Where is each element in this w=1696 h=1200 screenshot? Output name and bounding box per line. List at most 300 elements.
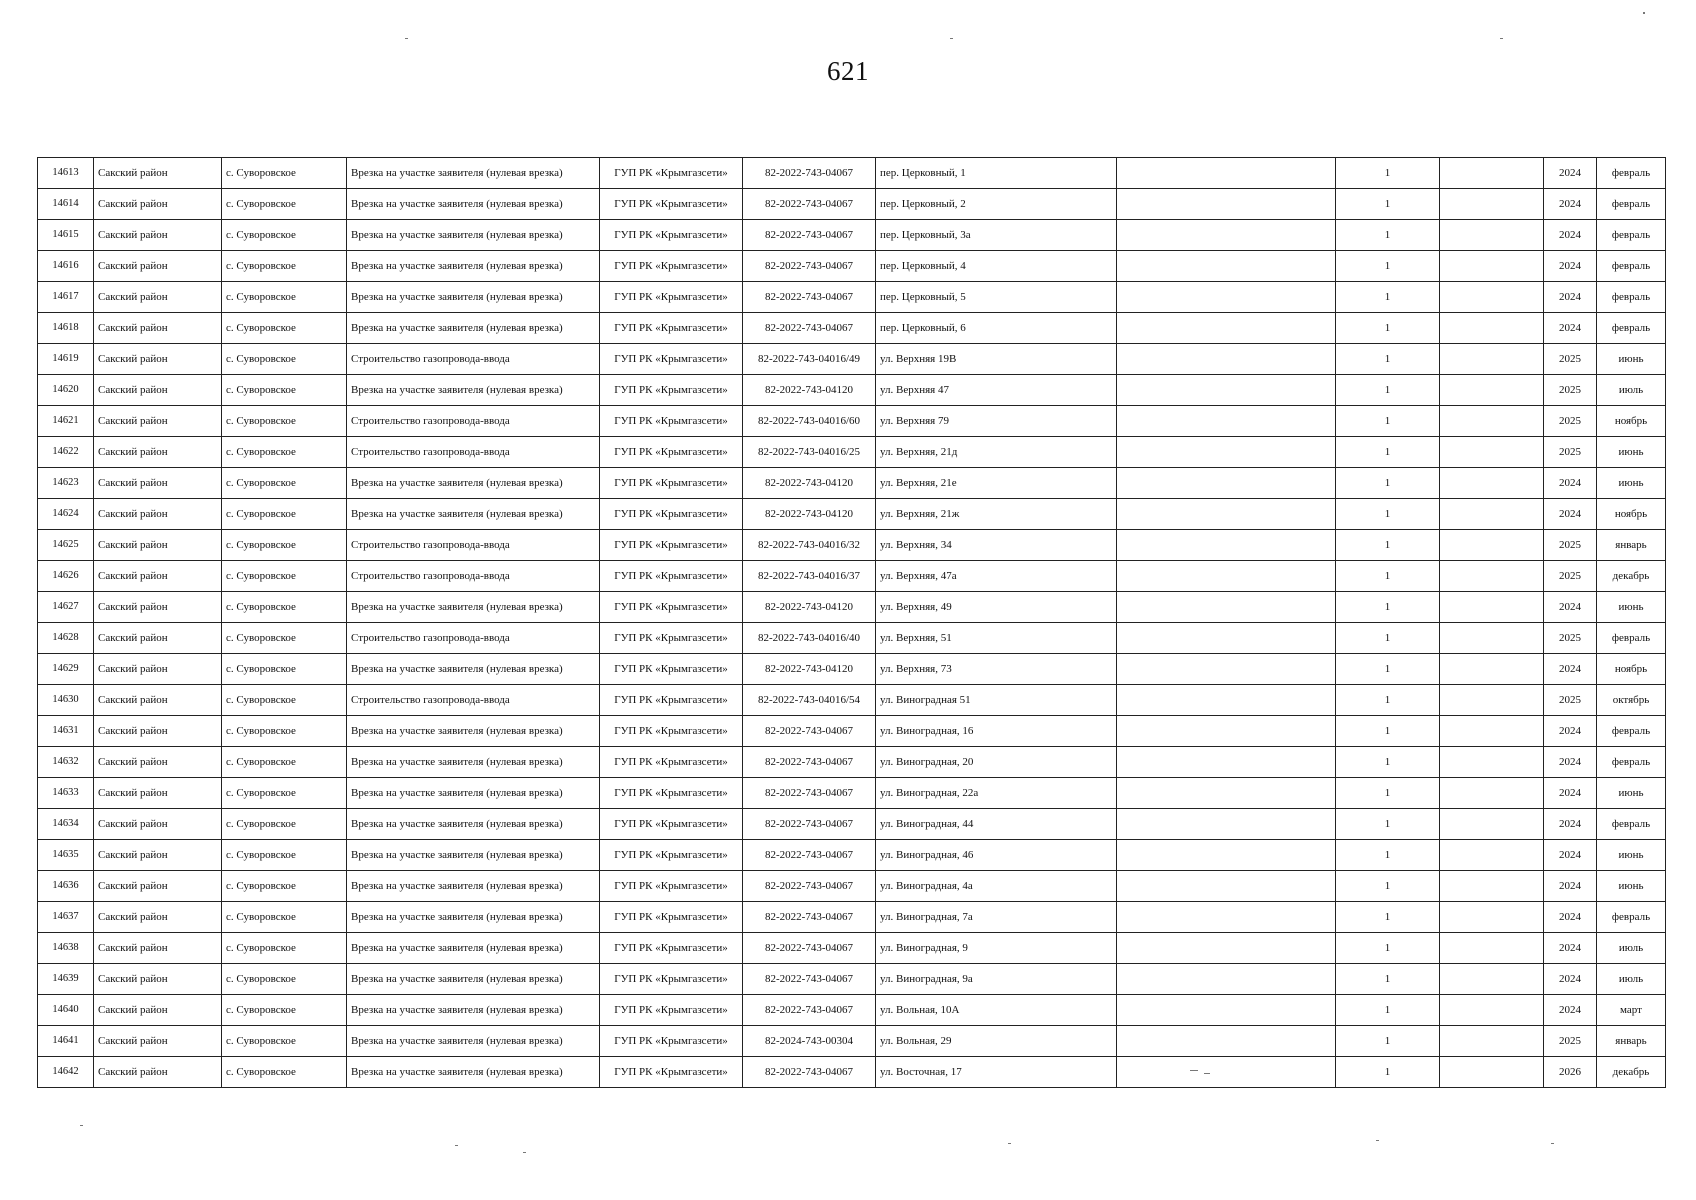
table-row xyxy=(38,592,1666,623)
row-number: 14629 xyxy=(38,654,94,685)
year-cell: 2024 xyxy=(1544,871,1597,902)
month-cell: февраль xyxy=(1597,623,1666,654)
year-cell: 2024 xyxy=(1544,654,1597,685)
organization-cell: ГУП РК «Крымгазсети» xyxy=(600,189,743,220)
row-number: 14639 xyxy=(38,964,94,995)
count-cell: 1 xyxy=(1336,592,1440,623)
village-cell: с. Суворовское xyxy=(222,995,347,1026)
district-cell: Сакский район xyxy=(94,189,222,220)
organization-cell: ГУП РК «Крымгазсети» xyxy=(600,1026,743,1057)
row-number: 14618 xyxy=(38,313,94,344)
organization-cell: ГУП РК «Крымгазсети» xyxy=(600,995,743,1026)
work-type-cell: Врезка на участке заявителя (нулевая врезка) xyxy=(347,592,600,623)
village-cell: с. Суворовское xyxy=(222,809,347,840)
empty-cell xyxy=(1117,313,1336,344)
village-cell: с. Суворовское xyxy=(222,375,347,406)
address-cell: ул. Виноградная 51 xyxy=(876,685,1117,716)
row-number: 14635 xyxy=(38,840,94,871)
table-row xyxy=(38,995,1666,1026)
work-type-cell: Врезка на участке заявителя (нулевая врезка) xyxy=(347,871,600,902)
year-cell: 2024 xyxy=(1544,220,1597,251)
organization-cell: ГУП РК «Крымгазсети» xyxy=(600,1057,743,1088)
empty-cell xyxy=(1440,375,1544,406)
permit-number-cell: 82-2022-743-04067 xyxy=(743,251,876,282)
table-row xyxy=(38,654,1666,685)
village-cell: с. Суворовское xyxy=(222,561,347,592)
district-cell: Сакский район xyxy=(94,809,222,840)
table-row xyxy=(38,344,1666,375)
permit-number-cell: 82-2024-743-00304 xyxy=(743,1026,876,1057)
year-cell: 2024 xyxy=(1544,592,1597,623)
count-cell: 1 xyxy=(1336,406,1440,437)
count-cell: 1 xyxy=(1336,1057,1440,1088)
village-cell: с. Суворовское xyxy=(222,685,347,716)
permit-number-cell: 82-2022-743-04067 xyxy=(743,871,876,902)
year-cell: 2024 xyxy=(1544,716,1597,747)
address-cell: пер. Церковный, 3а xyxy=(876,220,1117,251)
empty-cell xyxy=(1117,220,1336,251)
district-cell: Сакский район xyxy=(94,933,222,964)
empty-cell xyxy=(1117,654,1336,685)
count-cell: 1 xyxy=(1336,282,1440,313)
work-type-cell: Врезка на участке заявителя (нулевая врезка) xyxy=(347,809,600,840)
empty-cell xyxy=(1117,840,1336,871)
work-type-cell: Врезка на участке заявителя (нулевая врезка) xyxy=(347,220,600,251)
count-cell: 1 xyxy=(1336,468,1440,499)
empty-cell xyxy=(1117,623,1336,654)
month-cell: октябрь xyxy=(1597,685,1666,716)
month-cell: июль xyxy=(1597,964,1666,995)
year-cell: 2024 xyxy=(1544,468,1597,499)
village-cell: с. Суворовское xyxy=(222,406,347,437)
count-cell: 1 xyxy=(1336,840,1440,871)
empty-cell xyxy=(1117,685,1336,716)
count-cell: 1 xyxy=(1336,716,1440,747)
work-type-cell: Врезка на участке заявителя (нулевая врезка) xyxy=(347,964,600,995)
permit-number-cell: 82-2022-743-04067 xyxy=(743,809,876,840)
address-cell: ул. Виноградная, 9а xyxy=(876,964,1117,995)
row-number: 14620 xyxy=(38,375,94,406)
month-cell: февраль xyxy=(1597,220,1666,251)
empty-cell xyxy=(1440,623,1544,654)
address-cell: пер. Церковный, 4 xyxy=(876,251,1117,282)
row-number: 14632 xyxy=(38,747,94,778)
district-cell: Сакский район xyxy=(94,623,222,654)
empty-cell xyxy=(1440,902,1544,933)
month-cell: ноябрь xyxy=(1597,406,1666,437)
month-cell: июнь xyxy=(1597,871,1666,902)
address-cell: ул. Верхняя, 21ж xyxy=(876,499,1117,530)
count-cell: 1 xyxy=(1336,499,1440,530)
table-row xyxy=(38,871,1666,902)
district-cell: Сакский район xyxy=(94,747,222,778)
month-cell: февраль xyxy=(1597,747,1666,778)
organization-cell: ГУП РК «Крымгазсети» xyxy=(600,685,743,716)
table-row xyxy=(38,1026,1666,1057)
empty-cell xyxy=(1440,468,1544,499)
organization-cell: ГУП РК «Крымгазсети» xyxy=(600,375,743,406)
year-cell: 2025 xyxy=(1544,685,1597,716)
table-row xyxy=(38,499,1666,530)
work-type-cell: Строительство газопровода-ввода xyxy=(347,406,600,437)
address-cell: ул. Виноградная, 44 xyxy=(876,809,1117,840)
work-type-cell: Врезка на участке заявителя (нулевая врезка) xyxy=(347,840,600,871)
empty-cell xyxy=(1440,499,1544,530)
permit-number-cell: 82-2022-743-04120 xyxy=(743,592,876,623)
address-cell: пер. Церковный, 1 xyxy=(876,158,1117,189)
year-cell: 2024 xyxy=(1544,499,1597,530)
table-row xyxy=(38,468,1666,499)
row-number: 14616 xyxy=(38,251,94,282)
village-cell: с. Суворовское xyxy=(222,840,347,871)
organization-cell: ГУП РК «Крымгазсети» xyxy=(600,747,743,778)
permit-number-cell: 82-2022-743-04067 xyxy=(743,158,876,189)
work-type-cell: Строительство газопровода-ввода xyxy=(347,623,600,654)
village-cell: с. Суворовское xyxy=(222,871,347,902)
month-cell: июнь xyxy=(1597,592,1666,623)
empty-cell xyxy=(1440,747,1544,778)
empty-cell xyxy=(1440,964,1544,995)
district-cell: Сакский район xyxy=(94,158,222,189)
empty-cell xyxy=(1440,251,1544,282)
work-type-cell: Врезка на участке заявителя (нулевая врезка) xyxy=(347,158,600,189)
table-row xyxy=(38,375,1666,406)
organization-cell: ГУП РК «Крымгазсети» xyxy=(600,158,743,189)
empty-cell xyxy=(1440,561,1544,592)
year-cell: 2024 xyxy=(1544,778,1597,809)
village-cell: с. Суворовское xyxy=(222,251,347,282)
organization-cell: ГУП РК «Крымгазсети» xyxy=(600,933,743,964)
month-cell: декабрь xyxy=(1597,561,1666,592)
table-row xyxy=(38,406,1666,437)
address-cell: ул. Верхняя, 51 xyxy=(876,623,1117,654)
district-cell: Сакский район xyxy=(94,251,222,282)
village-cell: с. Суворовское xyxy=(222,1057,347,1088)
work-type-cell: Врезка на участке заявителя (нулевая врезка) xyxy=(347,499,600,530)
district-cell: Сакский район xyxy=(94,716,222,747)
organization-cell: ГУП РК «Крымгазсети» xyxy=(600,561,743,592)
work-type-cell: Врезка на участке заявителя (нулевая врезка) xyxy=(347,313,600,344)
address-cell: ул. Верхняя, 34 xyxy=(876,530,1117,561)
count-cell: 1 xyxy=(1336,189,1440,220)
row-number: 14625 xyxy=(38,530,94,561)
table-row xyxy=(38,530,1666,561)
table-row xyxy=(38,1057,1666,1088)
address-cell: ул. Верхняя, 47а xyxy=(876,561,1117,592)
district-cell: Сакский район xyxy=(94,530,222,561)
month-cell: июнь xyxy=(1597,778,1666,809)
table-row xyxy=(38,623,1666,654)
organization-cell: ГУП РК «Крымгазсети» xyxy=(600,282,743,313)
village-cell: с. Суворовское xyxy=(222,654,347,685)
empty-cell xyxy=(1117,282,1336,313)
year-cell: 2025 xyxy=(1544,623,1597,654)
empty-cell xyxy=(1117,406,1336,437)
year-cell: 2025 xyxy=(1544,437,1597,468)
row-number: 14627 xyxy=(38,592,94,623)
district-cell: Сакский район xyxy=(94,499,222,530)
address-cell: ул. Верхняя 47 xyxy=(876,375,1117,406)
empty-cell xyxy=(1117,561,1336,592)
address-cell: ул. Вольная, 10А xyxy=(876,995,1117,1026)
count-cell: 1 xyxy=(1336,251,1440,282)
month-cell: январь xyxy=(1597,1026,1666,1057)
organization-cell: ГУП РК «Крымгазсети» xyxy=(600,406,743,437)
address-cell: ул. Виноградная, 7а xyxy=(876,902,1117,933)
table-row xyxy=(38,747,1666,778)
row-number: 14622 xyxy=(38,437,94,468)
empty-cell xyxy=(1117,189,1336,220)
year-cell: 2024 xyxy=(1544,747,1597,778)
year-cell: 2024 xyxy=(1544,995,1597,1026)
year-cell: 2024 xyxy=(1544,964,1597,995)
district-cell: Сакский район xyxy=(94,840,222,871)
row-number: 14640 xyxy=(38,995,94,1026)
district-cell: Сакский район xyxy=(94,468,222,499)
village-cell: с. Суворовское xyxy=(222,964,347,995)
registry-table xyxy=(37,157,1666,1088)
row-number: 14636 xyxy=(38,871,94,902)
year-cell: 2024 xyxy=(1544,158,1597,189)
village-cell: с. Суворовское xyxy=(222,902,347,933)
village-cell: с. Суворовское xyxy=(222,220,347,251)
count-cell: 1 xyxy=(1336,1026,1440,1057)
table-row xyxy=(38,313,1666,344)
village-cell: с. Суворовское xyxy=(222,282,347,313)
organization-cell: ГУП РК «Крымгазсети» xyxy=(600,530,743,561)
permit-number-cell: 82-2022-743-04120 xyxy=(743,375,876,406)
empty-cell xyxy=(1440,406,1544,437)
district-cell: Сакский район xyxy=(94,778,222,809)
address-cell: ул. Виноградная, 20 xyxy=(876,747,1117,778)
empty-cell xyxy=(1440,313,1544,344)
village-cell: с. Суворовское xyxy=(222,344,347,375)
organization-cell: ГУП РК «Крымгазсети» xyxy=(600,437,743,468)
empty-cell xyxy=(1440,778,1544,809)
table-row xyxy=(38,840,1666,871)
empty-cell xyxy=(1440,995,1544,1026)
year-cell: 2025 xyxy=(1544,561,1597,592)
count-cell: 1 xyxy=(1336,964,1440,995)
organization-cell: ГУП РК «Крымгазсети» xyxy=(600,220,743,251)
empty-cell xyxy=(1117,716,1336,747)
empty-cell xyxy=(1440,344,1544,375)
empty-cell xyxy=(1117,747,1336,778)
table-body xyxy=(38,158,1666,1088)
district-cell: Сакский район xyxy=(94,654,222,685)
row-number: 14631 xyxy=(38,716,94,747)
month-cell: июнь xyxy=(1597,344,1666,375)
work-type-cell: Строительство газопровода-ввода xyxy=(347,530,600,561)
count-cell: 1 xyxy=(1336,344,1440,375)
table-row xyxy=(38,220,1666,251)
empty-cell xyxy=(1440,933,1544,964)
district-cell: Сакский район xyxy=(94,871,222,902)
month-cell: январь xyxy=(1597,530,1666,561)
table-row xyxy=(38,716,1666,747)
year-cell: 2025 xyxy=(1544,375,1597,406)
organization-cell: ГУП РК «Крымгазсети» xyxy=(600,840,743,871)
permit-number-cell: 82-2022-743-04016/54 xyxy=(743,685,876,716)
organization-cell: ГУП РК «Крымгазсети» xyxy=(600,902,743,933)
work-type-cell: Врезка на участке заявителя (нулевая врезка) xyxy=(347,468,600,499)
empty-cell xyxy=(1117,375,1336,406)
count-cell: 1 xyxy=(1336,747,1440,778)
empty-cell xyxy=(1440,809,1544,840)
row-number: 14638 xyxy=(38,933,94,964)
month-cell: февраль xyxy=(1597,313,1666,344)
count-cell: 1 xyxy=(1336,995,1440,1026)
permit-number-cell: 82-2022-743-04067 xyxy=(743,189,876,220)
permit-number-cell: 82-2022-743-04067 xyxy=(743,1057,876,1088)
empty-cell xyxy=(1117,902,1336,933)
permit-number-cell: 82-2022-743-04067 xyxy=(743,933,876,964)
row-number: 14633 xyxy=(38,778,94,809)
district-cell: Сакский район xyxy=(94,344,222,375)
count-cell: 1 xyxy=(1336,220,1440,251)
district-cell: Сакский район xyxy=(94,902,222,933)
empty-cell xyxy=(1117,530,1336,561)
district-cell: Сакский район xyxy=(94,685,222,716)
address-cell: пер. Церковный, 5 xyxy=(876,282,1117,313)
year-cell: 2024 xyxy=(1544,313,1597,344)
empty-cell xyxy=(1117,1026,1336,1057)
empty-cell xyxy=(1440,1026,1544,1057)
district-cell: Сакский район xyxy=(94,437,222,468)
count-cell: 1 xyxy=(1336,437,1440,468)
work-type-cell: Врезка на участке заявителя (нулевая врезка) xyxy=(347,902,600,933)
count-cell: 1 xyxy=(1336,623,1440,654)
count-cell: 1 xyxy=(1336,809,1440,840)
village-cell: с. Суворовское xyxy=(222,933,347,964)
work-type-cell: Строительство газопровода-ввода xyxy=(347,344,600,375)
count-cell: 1 xyxy=(1336,902,1440,933)
district-cell: Сакский район xyxy=(94,561,222,592)
empty-cell xyxy=(1440,158,1544,189)
count-cell: 1 xyxy=(1336,561,1440,592)
address-cell: ул. Виноградная, 9 xyxy=(876,933,1117,964)
count-cell: 1 xyxy=(1336,685,1440,716)
permit-number-cell: 82-2022-743-04067 xyxy=(743,282,876,313)
month-cell: февраль xyxy=(1597,809,1666,840)
year-cell: 2024 xyxy=(1544,189,1597,220)
table-row xyxy=(38,809,1666,840)
address-cell: ул. Верхняя 79 xyxy=(876,406,1117,437)
row-number: 14642 xyxy=(38,1057,94,1088)
month-cell: февраль xyxy=(1597,902,1666,933)
work-type-cell: Врезка на участке заявителя (нулевая врезка) xyxy=(347,654,600,685)
year-cell: 2025 xyxy=(1544,344,1597,375)
village-cell: с. Суворовское xyxy=(222,437,347,468)
permit-number-cell: 82-2022-743-04067 xyxy=(743,778,876,809)
count-cell: 1 xyxy=(1336,530,1440,561)
table-row xyxy=(38,158,1666,189)
empty-cell xyxy=(1440,654,1544,685)
organization-cell: ГУП РК «Крымгазсети» xyxy=(600,499,743,530)
empty-cell xyxy=(1117,437,1336,468)
count-cell: 1 xyxy=(1336,654,1440,685)
year-cell: 2024 xyxy=(1544,840,1597,871)
table-row xyxy=(38,251,1666,282)
year-cell: 2024 xyxy=(1544,251,1597,282)
empty-cell xyxy=(1440,685,1544,716)
row-number: 14628 xyxy=(38,623,94,654)
month-cell: февраль xyxy=(1597,716,1666,747)
month-cell: февраль xyxy=(1597,189,1666,220)
table-row xyxy=(38,189,1666,220)
organization-cell: ГУП РК «Крымгазсети» xyxy=(600,251,743,282)
work-type-cell: Врезка на участке заявителя (нулевая врезка) xyxy=(347,282,600,313)
address-cell: ул. Виноградная, 16 xyxy=(876,716,1117,747)
work-type-cell: Врезка на участке заявителя (нулевая врезка) xyxy=(347,716,600,747)
row-number: 14641 xyxy=(38,1026,94,1057)
organization-cell: ГУП РК «Крымгазсети» xyxy=(600,623,743,654)
address-cell: пер. Церковный, 2 xyxy=(876,189,1117,220)
address-cell: ул. Вольная, 29 xyxy=(876,1026,1117,1057)
row-number: 14630 xyxy=(38,685,94,716)
village-cell: с. Суворовское xyxy=(222,313,347,344)
empty-cell xyxy=(1440,592,1544,623)
work-type-cell: Врезка на участке заявителя (нулевая врезка) xyxy=(347,933,600,964)
row-number: 14615 xyxy=(38,220,94,251)
permit-number-cell: 82-2022-743-04067 xyxy=(743,313,876,344)
work-type-cell: Врезка на участке заявителя (нулевая врезка) xyxy=(347,251,600,282)
address-cell: ул. Верхняя, 21е xyxy=(876,468,1117,499)
village-cell: с. Суворовское xyxy=(222,1026,347,1057)
empty-cell xyxy=(1117,251,1336,282)
organization-cell: ГУП РК «Крымгазсети» xyxy=(600,313,743,344)
address-cell: ул. Виноградная, 22а xyxy=(876,778,1117,809)
year-cell: 2025 xyxy=(1544,530,1597,561)
address-cell: ул. Верхняя, 73 xyxy=(876,654,1117,685)
district-cell: Сакский район xyxy=(94,313,222,344)
district-cell: Сакский район xyxy=(94,220,222,251)
table-row xyxy=(38,282,1666,313)
permit-number-cell: 82-2022-743-04120 xyxy=(743,654,876,685)
permit-number-cell: 82-2022-743-04016/60 xyxy=(743,406,876,437)
row-number: 14619 xyxy=(38,344,94,375)
row-number: 14621 xyxy=(38,406,94,437)
address-cell: ул. Виноградная, 46 xyxy=(876,840,1117,871)
permit-number-cell: 82-2022-743-04120 xyxy=(743,499,876,530)
organization-cell: ГУП РК «Крымгазсети» xyxy=(600,592,743,623)
empty-cell xyxy=(1440,220,1544,251)
district-cell: Сакский район xyxy=(94,375,222,406)
month-cell: июнь xyxy=(1597,468,1666,499)
month-cell: июль xyxy=(1597,933,1666,964)
work-type-cell: Строительство газопровода-ввода xyxy=(347,685,600,716)
village-cell: с. Суворовское xyxy=(222,158,347,189)
empty-cell xyxy=(1117,778,1336,809)
year-cell: 2025 xyxy=(1544,1026,1597,1057)
empty-cell xyxy=(1117,1057,1336,1088)
row-number: 14613 xyxy=(38,158,94,189)
row-number: 14624 xyxy=(38,499,94,530)
empty-cell xyxy=(1440,189,1544,220)
empty-cell xyxy=(1117,995,1336,1026)
row-number: 14637 xyxy=(38,902,94,933)
row-number: 14614 xyxy=(38,189,94,220)
empty-cell xyxy=(1117,964,1336,995)
village-cell: с. Суворовское xyxy=(222,716,347,747)
organization-cell: ГУП РК «Крымгазсети» xyxy=(600,778,743,809)
empty-cell xyxy=(1117,468,1336,499)
work-type-cell: Врезка на участке заявителя (нулевая врезка) xyxy=(347,189,600,220)
district-cell: Сакский район xyxy=(94,282,222,313)
address-cell: ул. Верхняя, 49 xyxy=(876,592,1117,623)
permit-number-cell: 82-2022-743-04067 xyxy=(743,220,876,251)
organization-cell: ГУП РК «Крымгазсети» xyxy=(600,654,743,685)
